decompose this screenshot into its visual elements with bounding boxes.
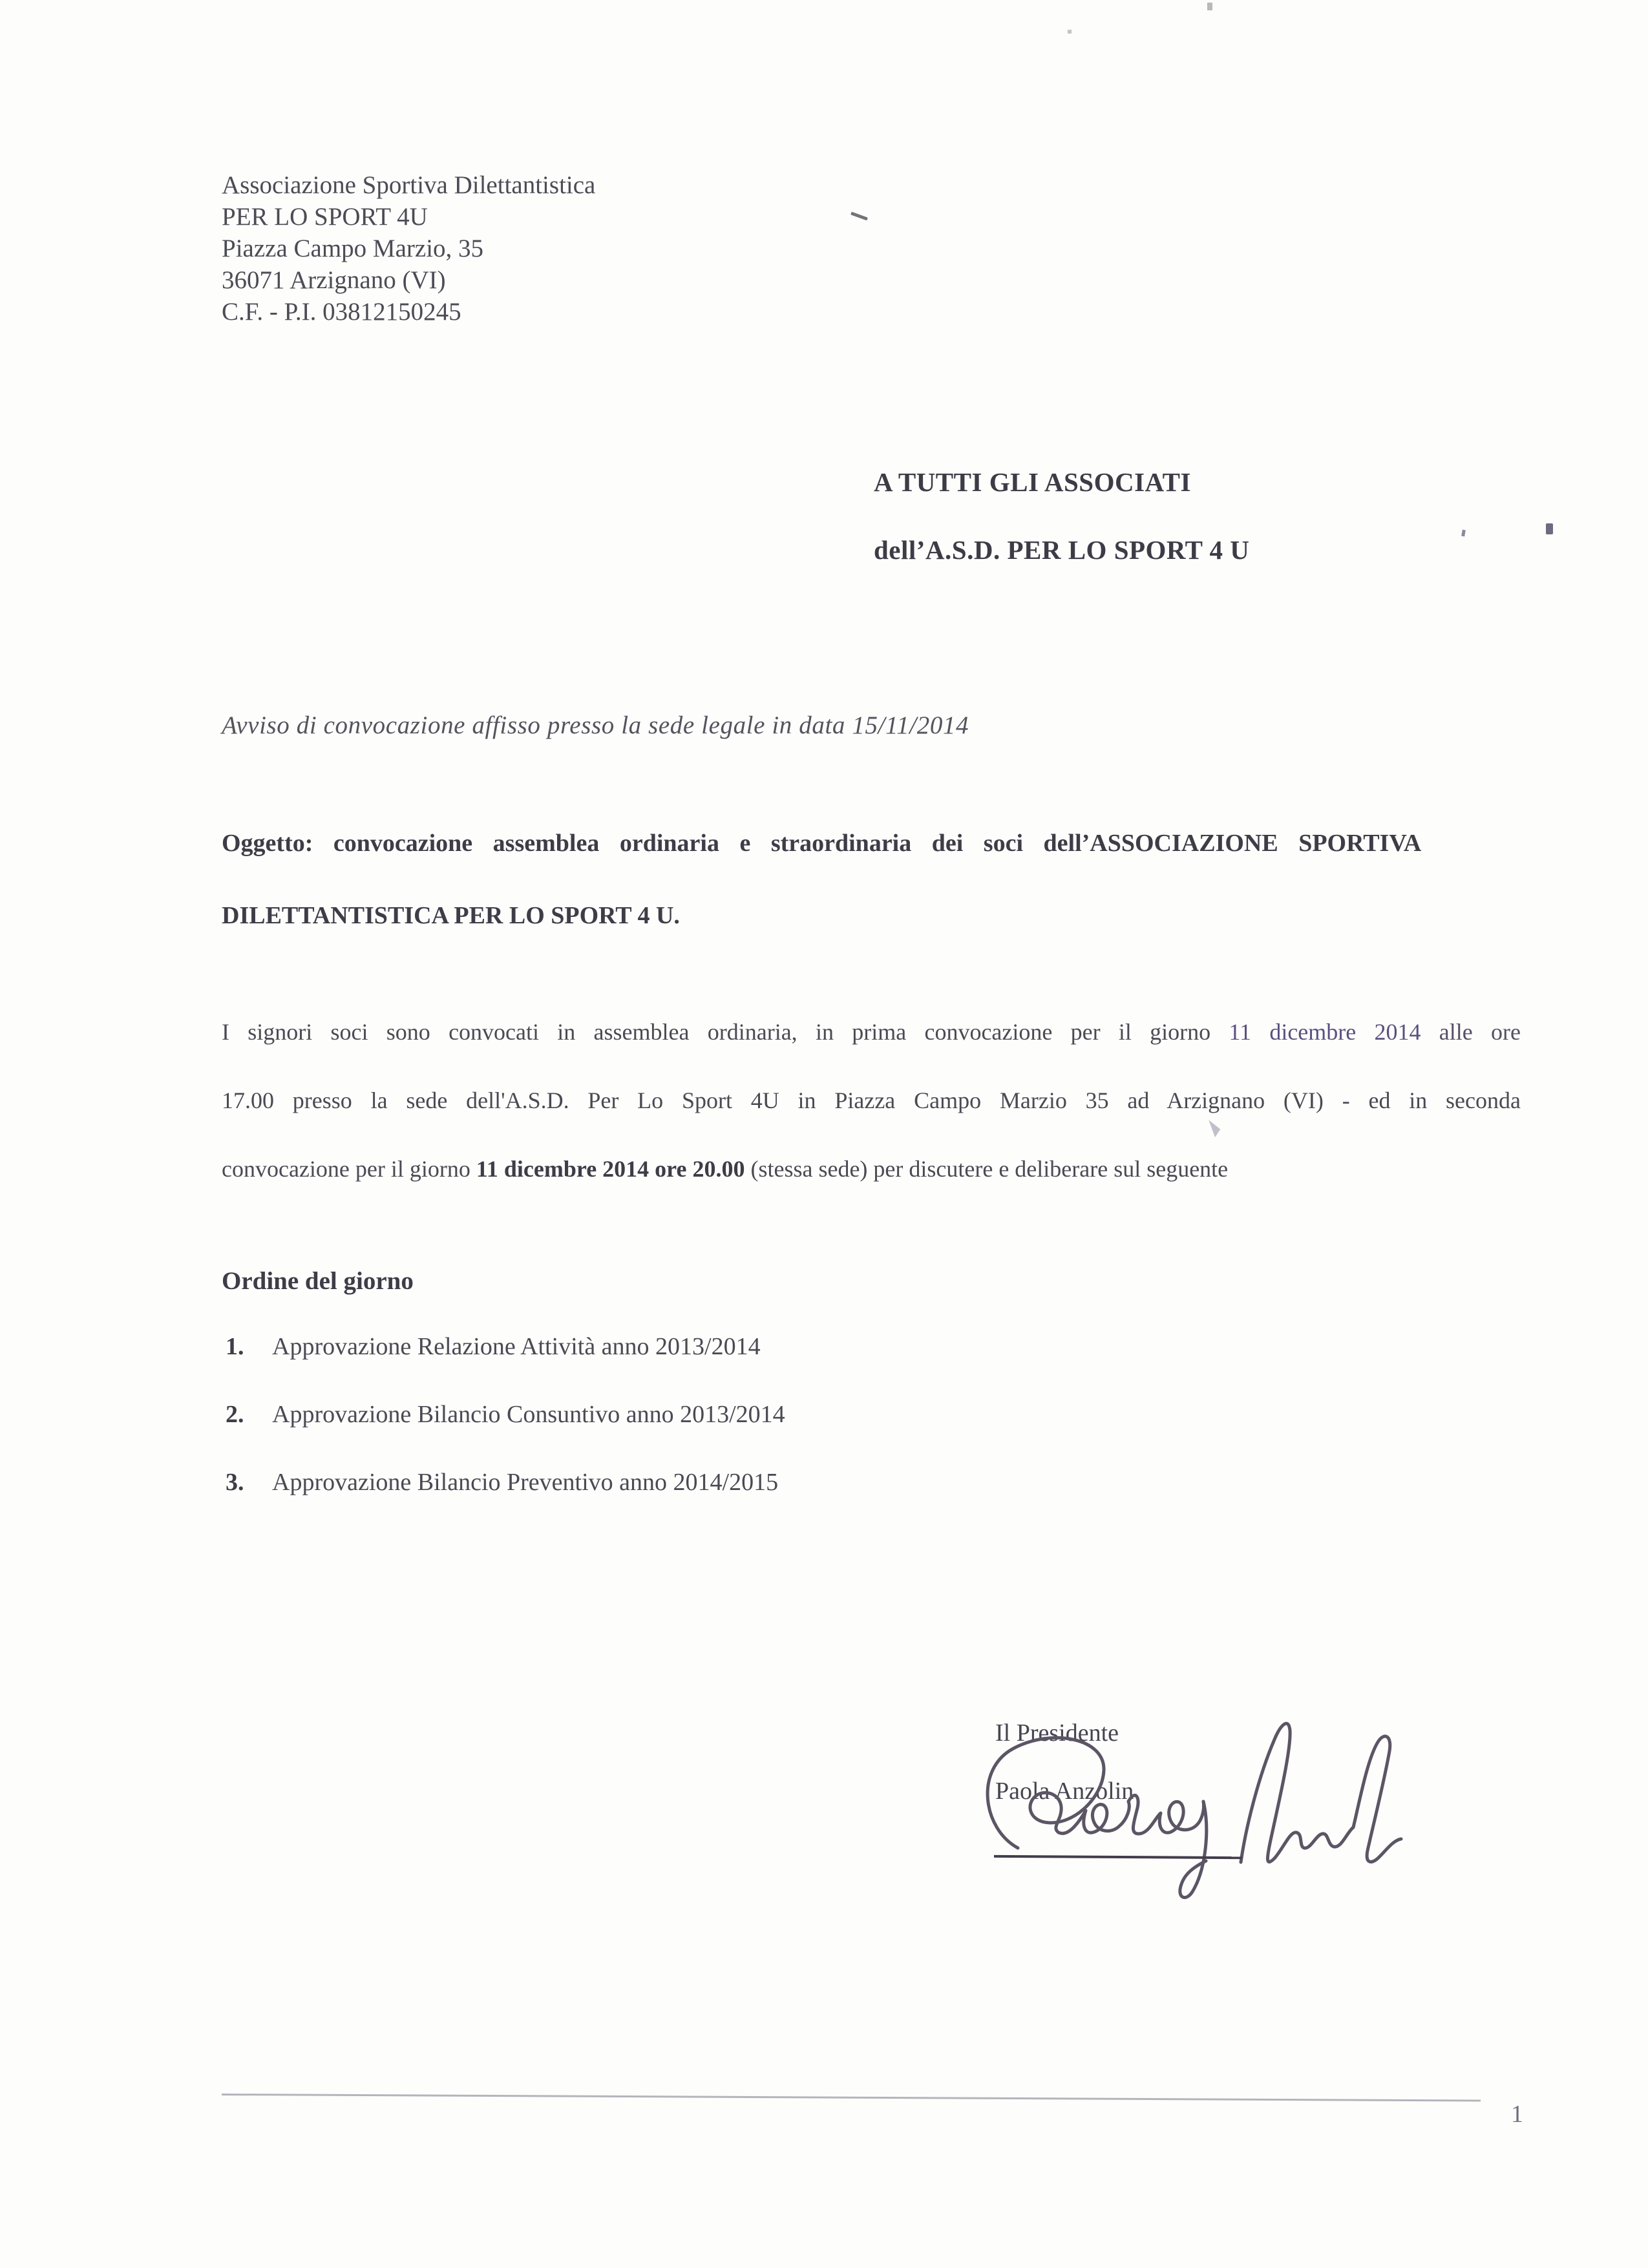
body-line2: 17.00 presso la sede dell'A.S.D. Per Lo Sport 4U in Piazza Campo Marzio 35 ad Arzignano (VI) - ed in seconda bbox=[222, 1087, 1521, 1113]
scan-artifact-speck bbox=[1461, 530, 1466, 537]
subject-line2: DILETTANTISTICA PER LO SPORT 4 U. bbox=[222, 902, 680, 929]
body-line3 bbox=[222, 1155, 1521, 1182]
sender-city: 36071 Arzignano (VI) bbox=[222, 266, 446, 294]
sender-address-block bbox=[222, 169, 595, 328]
body-line1-pre: I signori soci sono convocati in assemblea ordinaria, in prima convocazione per il giorno bbox=[222, 1019, 1229, 1045]
body-line1-post: alle ore bbox=[1421, 1019, 1521, 1045]
body-line1-date: 11 dicembre 2014 bbox=[1229, 1019, 1421, 1045]
agenda-item-3-text: Approvazione Bilancio Preventivo anno 2014/2015 bbox=[272, 1469, 779, 1496]
footer-rule bbox=[222, 2094, 1481, 2102]
sender-org-line1: Associazione Sportiva Dilettantistica bbox=[222, 171, 596, 199]
body-line3-post: (stessa sede) per discutere e deliberare sul seguente bbox=[745, 1156, 1229, 1182]
scan-artifact-dash bbox=[850, 212, 868, 221]
subject-block bbox=[222, 829, 1554, 930]
agenda-title: Ordine del giorno bbox=[222, 1267, 414, 1295]
body-line3-pre: convocazione per il giorno bbox=[222, 1156, 476, 1182]
agenda-item-2-text: Approvazione Bilancio Consuntivo anno 2013/2014 bbox=[272, 1401, 785, 1428]
posting-notice: Avviso di convocazione affisso presso la sede legale in data 15/11/2014 bbox=[222, 711, 969, 739]
signature-scribble-svg bbox=[969, 1699, 1422, 1913]
agenda-item-1-text: Approvazione Relazione Attività anno 2013/2014 bbox=[272, 1333, 761, 1360]
agenda-item-3 bbox=[226, 1468, 778, 1496]
sender-org-line2: PER LO SPORT 4U bbox=[222, 203, 428, 231]
agenda-item-1-number: 1. bbox=[226, 1333, 244, 1360]
signature-name: Paola Anzolin bbox=[995, 1778, 1134, 1805]
page-number: 1 bbox=[1511, 2101, 1523, 2128]
recipient-line2: dell’A.S.D. PER LO SPORT 4 U bbox=[874, 535, 1250, 565]
body-line1 bbox=[222, 1018, 1521, 1045]
scan-artifact-top-speck-2 bbox=[1068, 30, 1072, 34]
scan-artifact-blot bbox=[1546, 523, 1553, 534]
recipient-line1: A TUTTI GLI ASSOCIATI bbox=[874, 467, 1191, 497]
body-line3-bold-date: 11 dicembre 2014 ore 20.00 bbox=[476, 1156, 745, 1182]
handwritten-signature bbox=[969, 1699, 1422, 1913]
sender-fiscal-code: C.F. - P.I. 03812150245 bbox=[222, 298, 461, 326]
agenda-item-1 bbox=[226, 1332, 761, 1361]
agenda-item-3-number: 3. bbox=[226, 1469, 244, 1496]
agenda-item-2 bbox=[226, 1400, 785, 1429]
signature-role: Il Presidente bbox=[995, 1719, 1119, 1747]
scan-artifact-cursor-mark bbox=[1209, 1118, 1221, 1138]
agenda-item-2-number: 2. bbox=[226, 1401, 244, 1428]
subject-line1: Oggetto: convocazione assemblea ordinaria e straordinaria dei soci dell’ASSOCIAZIONE SPORTIVA bbox=[222, 830, 1422, 857]
sender-street: Piazza Campo Marzio, 35 bbox=[222, 235, 484, 262]
scan-artifact-top-speck bbox=[1207, 3, 1212, 10]
